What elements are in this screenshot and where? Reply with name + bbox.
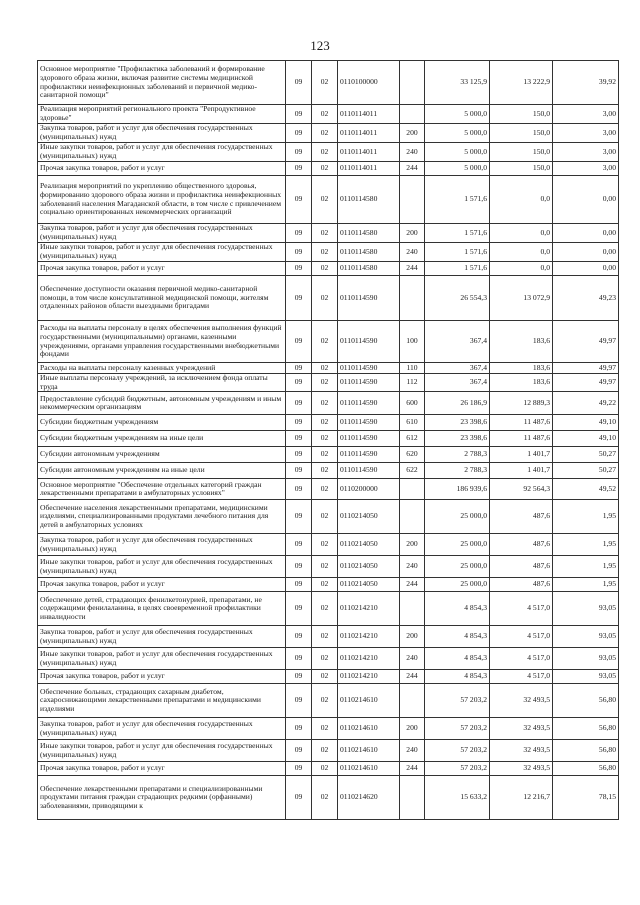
row-plan-amount: 26 186,9 [425,392,490,415]
row-subsection: 02 [312,776,338,820]
row-plan-amount: 1 571,6 [425,243,490,262]
row-percent: 50,27 [553,463,619,479]
row-subsection: 02 [312,740,338,762]
row-percent: 3,00 [553,162,619,176]
row-section: 09 [286,105,312,124]
row-expense-type: 110 [400,363,425,374]
row-fact-amount: 4 517,0 [490,592,553,626]
row-section: 09 [286,262,312,276]
row-subsection: 02 [312,363,338,374]
row-name: Прочая закупка товаров, работ и услуг [38,162,286,176]
row-expense-type: 244 [400,162,425,176]
row-expense-type: 244 [400,578,425,592]
row-plan-amount: 367,4 [425,374,490,392]
row-name: Основное мероприятие "Профилактика заболеваний и формирование здорового образа жизни, включая развитие системы медицинской профилактики неинфекционных заболеваний и первичной медико-санитарной помощи" [38,61,286,105]
row-fact-amount: 150,0 [490,143,553,162]
row-section: 09 [286,321,312,363]
row-fact-amount: 11 487,6 [490,415,553,431]
row-percent: 49,97 [553,374,619,392]
row-name: Субсидии бюджетным учреждениям на иные цели [38,431,286,447]
row-percent: 49,22 [553,392,619,415]
table-row [38,534,619,556]
row-section: 09 [286,363,312,374]
row-expense-type [400,479,425,500]
table-row [38,626,619,648]
row-name: Иные выплаты персоналу учреждений, за исключением фонда оплаты труда [38,374,286,392]
row-section: 09 [286,684,312,718]
row-plan-amount: 57 203,2 [425,718,490,740]
row-plan-amount: 23 398,6 [425,431,490,447]
row-plan-amount: 15 633,2 [425,776,490,820]
row-fact-amount: 183,6 [490,363,553,374]
table-row [38,415,619,431]
row-fact-amount: 487,6 [490,534,553,556]
row-section: 09 [286,670,312,684]
row-percent: 1,95 [553,556,619,578]
row-fact-amount: 4 517,0 [490,626,553,648]
row-percent: 39,92 [553,61,619,105]
row-code: 0110114590 [338,363,400,374]
table-row [38,162,619,176]
row-name: Иные закупки товаров, работ и услуг для обеспечения государственных (муниципальных) нужд [38,648,286,670]
row-fact-amount: 32 493,5 [490,684,553,718]
row-name: Закупка товаров, работ и услуг для обеспечения государственных (муниципальных) нужд [38,124,286,143]
row-code: 0110214210 [338,648,400,670]
row-section: 09 [286,431,312,447]
row-section: 09 [286,762,312,776]
row-expense-type: 200 [400,718,425,740]
row-percent: 49,10 [553,431,619,447]
row-percent: 0,00 [553,243,619,262]
row-code: 0110214610 [338,740,400,762]
row-code: 0110114011 [338,124,400,143]
row-fact-amount: 32 493,5 [490,718,553,740]
row-expense-type: 612 [400,431,425,447]
table-row [38,262,619,276]
row-percent: 93,05 [553,648,619,670]
row-expense-type: 200 [400,626,425,648]
row-plan-amount: 5 000,0 [425,143,490,162]
row-section: 09 [286,556,312,578]
table-row [38,578,619,592]
row-code: 0110114580 [338,224,400,243]
row-code: 0110214050 [338,534,400,556]
row-code: 0110114011 [338,105,400,124]
row-expense-type [400,61,425,105]
row-name: Субсидии автономным учреждениям [38,447,286,463]
row-name: Основное мероприятие "Обеспечение отдельных категорий граждан лекарственными препаратами в амбулаторных условиях" [38,479,286,500]
row-plan-amount: 25 000,0 [425,500,490,534]
row-subsection: 02 [312,592,338,626]
row-expense-type [400,776,425,820]
row-plan-amount: 4 854,3 [425,670,490,684]
row-subsection: 02 [312,684,338,718]
row-name: Прочая закупка товаров, работ и услуг [38,578,286,592]
table-row [38,363,619,374]
row-section: 09 [286,479,312,500]
table-row [38,556,619,578]
table-row [38,670,619,684]
row-expense-type: 240 [400,740,425,762]
row-percent: 3,00 [553,143,619,162]
row-code: 0110114580 [338,262,400,276]
row-fact-amount: 183,6 [490,374,553,392]
row-section: 09 [286,176,312,224]
row-percent: 1,95 [553,500,619,534]
row-code: 0110114580 [338,243,400,262]
row-expense-type [400,176,425,224]
row-percent: 1,95 [553,578,619,592]
row-plan-amount: 33 125,9 [425,61,490,105]
row-fact-amount: 150,0 [490,124,553,143]
row-code: 0110214050 [338,578,400,592]
row-section: 09 [286,162,312,176]
row-percent: 93,05 [553,592,619,626]
row-name: Закупка товаров, работ и услуг для обеспечения государственных (муниципальных) нужд [38,224,286,243]
table-row [38,592,619,626]
row-percent: 78,15 [553,776,619,820]
row-section: 09 [286,626,312,648]
row-section: 09 [286,124,312,143]
row-section: 09 [286,243,312,262]
row-fact-amount: 12 889,3 [490,392,553,415]
row-plan-amount: 5 000,0 [425,105,490,124]
table-row [38,124,619,143]
row-subsection: 02 [312,463,338,479]
row-expense-type: 240 [400,556,425,578]
row-subsection: 02 [312,374,338,392]
row-code: 0110114590 [338,415,400,431]
row-expense-type: 620 [400,447,425,463]
row-code: 0110214210 [338,626,400,648]
row-expense-type: 600 [400,392,425,415]
row-plan-amount: 2 788,3 [425,447,490,463]
table-row [38,684,619,718]
row-subsection: 02 [312,124,338,143]
table-row [38,431,619,447]
row-subsection: 02 [312,61,338,105]
row-section: 09 [286,415,312,431]
row-percent: 0,00 [553,176,619,224]
row-name: Иные закупки товаров, работ и услуг для обеспечения государственных (муниципальных) нужд [38,740,286,762]
row-code: 0110214050 [338,556,400,578]
row-subsection: 02 [312,578,338,592]
row-expense-type: 240 [400,143,425,162]
row-name: Предоставление субсидий бюджетным, автономным учреждениям и иным некоммерческим организациям [38,392,286,415]
row-subsection: 02 [312,479,338,500]
row-percent: 49,10 [553,415,619,431]
row-fact-amount: 13 072,9 [490,276,553,321]
row-code: 0110114590 [338,431,400,447]
table-row [38,61,619,105]
row-code: 0110114590 [338,447,400,463]
row-expense-type: 200 [400,224,425,243]
row-plan-amount: 57 203,2 [425,740,490,762]
row-expense-type: 240 [400,648,425,670]
table-row [38,243,619,262]
row-fact-amount: 183,6 [490,321,553,363]
row-name: Прочая закупка товаров, работ и услуг [38,670,286,684]
row-code: 0110114590 [338,392,400,415]
table-row [38,463,619,479]
row-plan-amount: 26 554,3 [425,276,490,321]
row-plan-amount: 5 000,0 [425,124,490,143]
row-fact-amount: 32 493,5 [490,762,553,776]
row-section: 09 [286,392,312,415]
row-subsection: 02 [312,224,338,243]
row-code: 0110114590 [338,374,400,392]
row-subsection: 02 [312,143,338,162]
row-plan-amount: 57 203,2 [425,684,490,718]
row-fact-amount: 487,6 [490,578,553,592]
row-fact-amount: 92 564,3 [490,479,553,500]
row-plan-amount: 25 000,0 [425,534,490,556]
table-row [38,176,619,224]
row-percent: 3,00 [553,105,619,124]
row-subsection: 02 [312,500,338,534]
row-expense-type: 200 [400,124,425,143]
row-plan-amount: 367,4 [425,363,490,374]
row-name: Субсидии автономным учреждениям на иные цели [38,463,286,479]
row-plan-amount: 4 854,3 [425,592,490,626]
row-subsection: 02 [312,276,338,321]
row-expense-type: 112 [400,374,425,392]
row-code: 0110114011 [338,143,400,162]
row-fact-amount: 0,0 [490,262,553,276]
row-name: Реализация мероприятий регионального проекта "Репродуктивное здоровье" [38,105,286,124]
row-subsection: 02 [312,105,338,124]
row-name: Субсидии бюджетным учреждениям [38,415,286,431]
row-subsection: 02 [312,670,338,684]
row-subsection: 02 [312,243,338,262]
table-row [38,276,619,321]
row-name: Расходы на выплаты персоналу казенных учреждений [38,363,286,374]
row-section: 09 [286,718,312,740]
row-percent: 49,97 [553,363,619,374]
row-fact-amount: 12 216,7 [490,776,553,820]
row-subsection: 02 [312,415,338,431]
row-percent: 56,80 [553,740,619,762]
row-name: Реализация мероприятий по укреплению общественного здоровья, формированию здорового образа жизни и профилактика неинфекционных заболеваний населения Магаданской области, в том числе с привлечением социально ориентированных некоммерческих организаций [38,176,286,224]
row-name: Обеспечение доступности оказания первичной медико-санитарной помощи, в том числе консультативной медицинской помощи, жителям отдаленных районов области выездными бригадами [38,276,286,321]
row-expense-type [400,105,425,124]
row-section: 09 [286,447,312,463]
table-row [38,776,619,820]
row-expense-type [400,500,425,534]
row-plan-amount: 25 000,0 [425,556,490,578]
row-percent: 56,80 [553,762,619,776]
table-row [38,374,619,392]
row-section: 09 [286,224,312,243]
table-row [38,500,619,534]
row-expense-type: 244 [400,670,425,684]
row-code: 0110200000 [338,479,400,500]
row-expense-type [400,684,425,718]
row-section: 09 [286,143,312,162]
row-subsection: 02 [312,534,338,556]
row-percent: 0,00 [553,262,619,276]
table-row [38,740,619,762]
table-row [38,447,619,463]
table-row [38,143,619,162]
row-fact-amount: 487,6 [490,500,553,534]
row-plan-amount: 1 571,6 [425,224,490,243]
row-expense-type: 100 [400,321,425,363]
row-name: Прочая закупка товаров, работ и услуг [38,762,286,776]
row-fact-amount: 0,0 [490,243,553,262]
row-percent: 0,00 [553,224,619,243]
row-section: 09 [286,500,312,534]
row-percent: 49,52 [553,479,619,500]
row-name: Иные закупки товаров, работ и услуг для обеспечения государственных (муниципальных) нужд [38,556,286,578]
row-subsection: 02 [312,648,338,670]
row-section: 09 [286,578,312,592]
row-expense-type: 622 [400,463,425,479]
row-percent: 1,95 [553,534,619,556]
row-code: 0110114590 [338,276,400,321]
row-subsection: 02 [312,556,338,578]
row-name: Иные закупки товаров, работ и услуг для обеспечения государственных (муниципальных) нужд [38,243,286,262]
row-subsection: 02 [312,762,338,776]
row-fact-amount: 150,0 [490,162,553,176]
row-plan-amount: 367,4 [425,321,490,363]
row-code: 0110114011 [338,162,400,176]
row-expense-type: 610 [400,415,425,431]
row-plan-amount: 25 000,0 [425,578,490,592]
row-plan-amount: 1 571,6 [425,176,490,224]
row-subsection: 02 [312,392,338,415]
table-row [38,479,619,500]
row-plan-amount: 57 203,2 [425,762,490,776]
row-percent: 49,23 [553,276,619,321]
table-row [38,321,619,363]
row-subsection: 02 [312,176,338,224]
table-row [38,648,619,670]
row-subsection: 02 [312,718,338,740]
row-section: 09 [286,592,312,626]
row-subsection: 02 [312,162,338,176]
row-code: 0110214210 [338,592,400,626]
row-fact-amount: 4 517,0 [490,648,553,670]
row-fact-amount: 150,0 [490,105,553,124]
row-percent: 3,00 [553,124,619,143]
row-plan-amount: 5 000,0 [425,162,490,176]
row-name: Обеспечение детей, страдающих фенилкетонурией, препаратами, не содержащими фенилаланина, в целях своевременной профилактики инвалидности [38,592,286,626]
page-number: 123 [310,38,330,53]
row-subsection: 02 [312,626,338,648]
row-fact-amount: 4 517,0 [490,670,553,684]
row-name: Прочая закупка товаров, работ и услуг [38,262,286,276]
row-name: Иные закупки товаров, работ и услуг для обеспечения государственных (муниципальных) нужд [38,143,286,162]
row-name: Закупка товаров, работ и услуг для обеспечения государственных (муниципальных) нужд [38,534,286,556]
row-plan-amount: 186 939,6 [425,479,490,500]
budget-table-body [38,61,619,820]
row-code: 0110114580 [338,176,400,224]
row-code: 0110214210 [338,670,400,684]
row-section: 09 [286,534,312,556]
row-percent: 93,05 [553,670,619,684]
row-code: 0110214610 [338,718,400,740]
row-expense-type [400,592,425,626]
row-fact-amount: 0,0 [490,176,553,224]
row-section: 09 [286,276,312,321]
row-plan-amount: 1 571,6 [425,262,490,276]
row-percent: 50,27 [553,447,619,463]
row-plan-amount: 2 788,3 [425,463,490,479]
row-section: 09 [286,648,312,670]
row-expense-type: 244 [400,262,425,276]
row-expense-type [400,276,425,321]
row-fact-amount: 1 401,7 [490,463,553,479]
row-expense-type: 200 [400,534,425,556]
row-percent: 56,80 [553,684,619,718]
row-code: 0110114590 [338,321,400,363]
table-row [38,762,619,776]
row-code: 0110214610 [338,762,400,776]
row-name: Обеспечение больных, страдающих сахарным диабетом, сахароснижающими лекарственными препаратами и медицинскими изделиями [38,684,286,718]
table-row [38,718,619,740]
row-subsection: 02 [312,262,338,276]
row-plan-amount: 4 854,3 [425,648,490,670]
row-name: Закупка товаров, работ и услуг для обеспечения государственных (муниципальных) нужд [38,626,286,648]
row-section: 09 [286,740,312,762]
row-section: 09 [286,61,312,105]
row-name: Расходы на выплаты персоналу в целях обеспечения выполнения функций государственными (муниципальными) органами, казенными учреждениями, органами управления государственными внебюджетными фондами [38,321,286,363]
row-code: 0110100000 [338,61,400,105]
table-row [38,105,619,124]
row-subsection: 02 [312,431,338,447]
row-subsection: 02 [312,321,338,363]
row-name: Обеспечение лекарственными препаратами и специализированными продуктами питания граждан страдающих редкими (орфанными) заболеваниями, приводящими к [38,776,286,820]
row-section: 09 [286,463,312,479]
row-fact-amount: 1 401,7 [490,447,553,463]
table-row [38,392,619,415]
row-fact-amount: 11 487,6 [490,431,553,447]
row-code: 0110214620 [338,776,400,820]
budget-table [37,60,619,820]
row-subsection: 02 [312,447,338,463]
row-fact-amount: 487,6 [490,556,553,578]
row-plan-amount: 23 398,6 [425,415,490,431]
row-percent: 49,97 [553,321,619,363]
row-percent: 93,05 [553,626,619,648]
row-expense-type: 240 [400,243,425,262]
row-expense-type: 244 [400,762,425,776]
row-name: Обеспечение населения лекарственными препаратами, медицинскими изделиями, специализированными продуктами лечебного питания для детей в амбулаторных условиях [38,500,286,534]
row-fact-amount: 32 493,5 [490,740,553,762]
row-section: 09 [286,374,312,392]
row-fact-amount: 13 222,9 [490,61,553,105]
row-code: 0110214610 [338,684,400,718]
row-percent: 56,80 [553,718,619,740]
row-code: 0110114590 [338,463,400,479]
row-code: 0110214050 [338,500,400,534]
row-name: Закупка товаров, работ и услуг для обеспечения государственных (муниципальных) нужд [38,718,286,740]
row-plan-amount: 4 854,3 [425,626,490,648]
row-section: 09 [286,776,312,820]
table-row [38,224,619,243]
row-fact-amount: 0,0 [490,224,553,243]
